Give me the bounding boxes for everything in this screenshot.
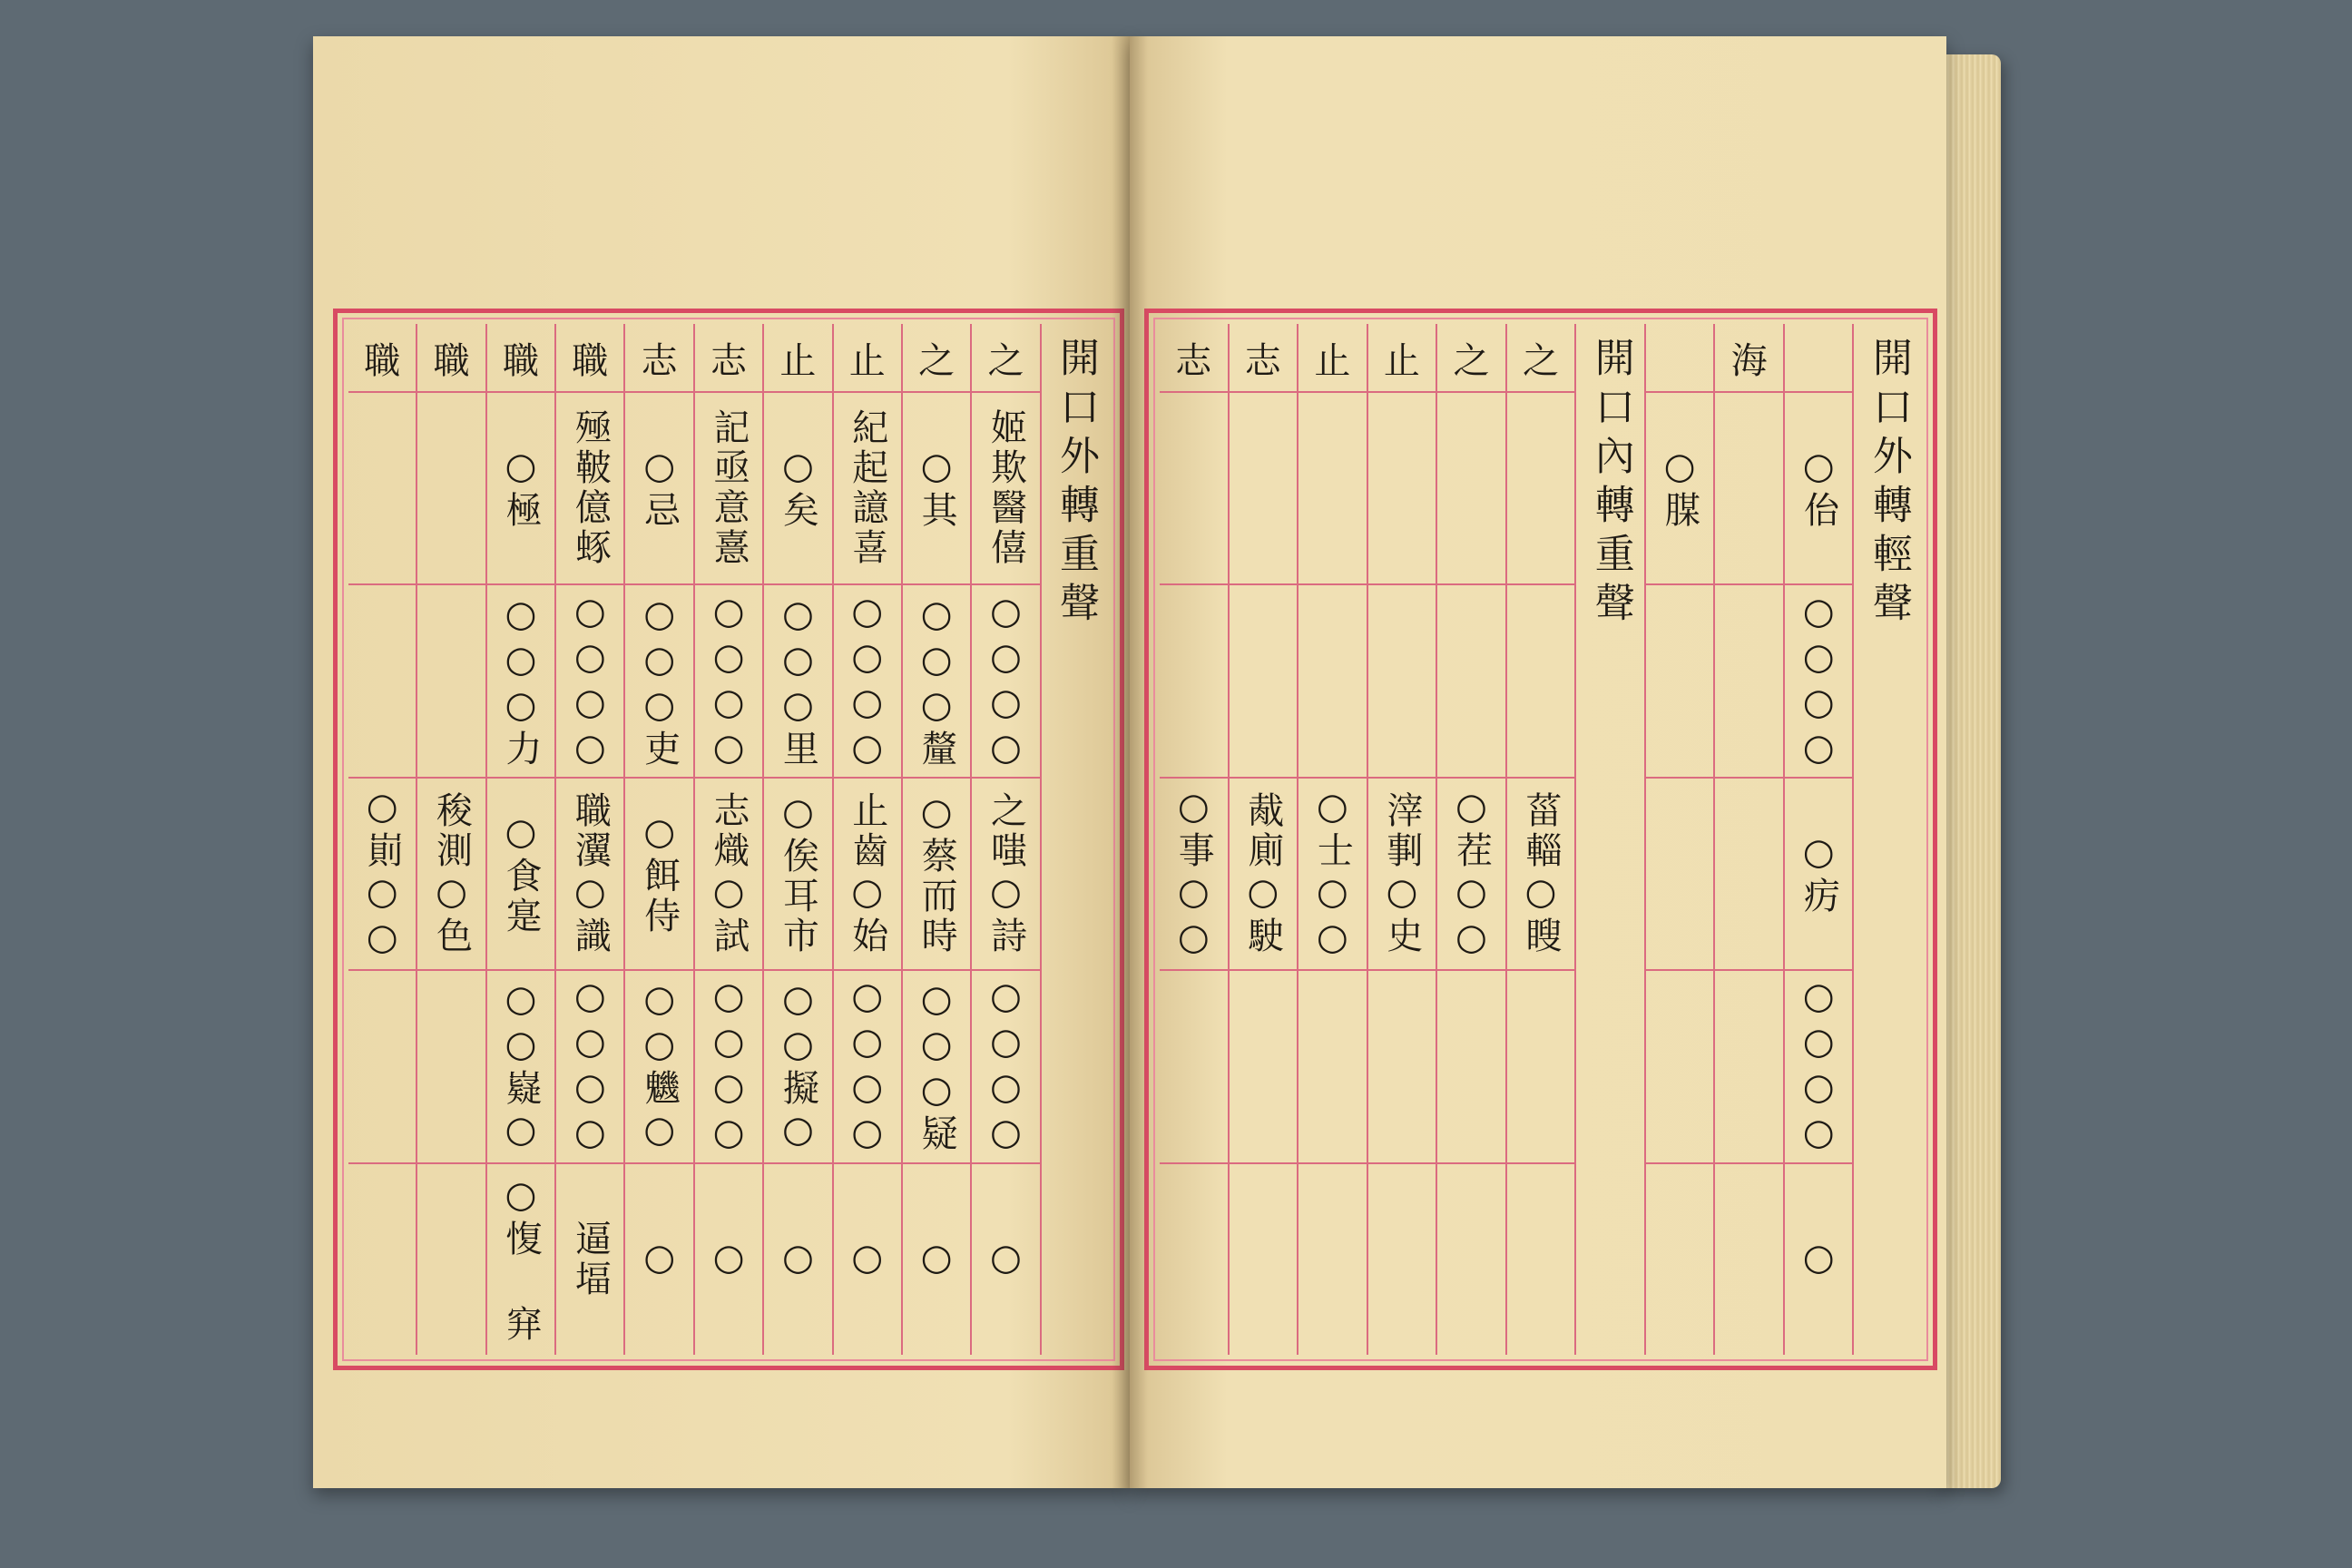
table-cell: ○事○○	[1160, 779, 1228, 971]
table-column	[1228, 324, 1298, 1355]
column-head: 之	[972, 324, 1039, 393]
column-head: 止	[1298, 324, 1367, 393]
column-head: 海	[1715, 324, 1783, 393]
right-table-columns	[1160, 324, 1922, 1355]
column-head: 志	[625, 324, 692, 393]
table-column	[1297, 324, 1367, 1355]
table-column	[623, 324, 692, 1355]
table-cell: ○極	[487, 393, 554, 585]
table-cell: ○○○○	[695, 585, 762, 778]
table-cell	[417, 971, 485, 1163]
section-title: 開口內轉重聲	[1587, 337, 1634, 631]
table-cell: 記亟意憙	[695, 393, 762, 585]
table-cell: ○愎 穽	[499, 1173, 542, 1345]
table-cell: ○腜	[1646, 393, 1714, 585]
page-edge-stack	[1937, 54, 2001, 1488]
table-cell: 菑輜○瞍	[1507, 779, 1575, 971]
table-column	[1367, 324, 1436, 1355]
table-cell	[1437, 971, 1505, 1163]
table-cell: ○茬○○	[1437, 779, 1505, 971]
table-column	[832, 324, 901, 1355]
table-cell	[1646, 585, 1714, 778]
table-column	[901, 324, 970, 1355]
table-cell: ○○○○	[556, 971, 623, 1163]
column-head: 止	[764, 324, 831, 393]
table-cell	[1160, 393, 1228, 585]
table-cell	[1298, 971, 1367, 1163]
table-cell	[348, 393, 416, 585]
table-column	[1852, 324, 1922, 1355]
table-cell	[1507, 1164, 1575, 1355]
column-head: 之	[903, 324, 970, 393]
table-cell: ○○○○	[695, 971, 762, 1163]
table-cell	[1715, 779, 1783, 971]
table-column	[416, 324, 485, 1355]
table-cell: ○○○○	[834, 971, 901, 1163]
table-cell: ○俟耳市	[764, 779, 831, 971]
table-cell: ○佁	[1785, 393, 1853, 585]
table-cell	[1646, 971, 1714, 1163]
table-cell: ○忌	[625, 393, 692, 585]
table-cell	[1507, 585, 1575, 778]
table-cell: ○	[638, 1236, 681, 1282]
table-cell: 止齒○始	[834, 779, 901, 971]
table-cell: ○○○里	[764, 585, 831, 778]
table-cell: ○○擬○	[764, 971, 831, 1163]
table-cell	[1507, 971, 1575, 1163]
table-cell: ○○○力	[487, 585, 554, 778]
table-column	[762, 324, 831, 1355]
column-head	[1785, 324, 1853, 393]
table-cell: 職瀷○識	[556, 779, 623, 971]
column-head: 之	[1507, 324, 1575, 393]
table-cell: ○○○○	[972, 585, 1039, 778]
table-cell	[348, 585, 416, 778]
table-cell	[1715, 393, 1783, 585]
table-cell: ○○○○	[972, 971, 1039, 1163]
table-cell	[1715, 971, 1783, 1163]
table-cell: 逼堛	[569, 1219, 612, 1299]
table-cell	[417, 585, 485, 778]
table-cell	[417, 1164, 485, 1355]
table-cell	[348, 971, 416, 1163]
column-head: 職	[556, 324, 623, 393]
table-cell	[1160, 971, 1228, 1163]
table-cell	[1298, 393, 1367, 585]
column-head: 職	[487, 324, 554, 393]
table-cell: 之嗤○詩	[972, 779, 1039, 971]
table-cell: 滓剚○史	[1368, 779, 1436, 971]
column-head: 志	[695, 324, 762, 393]
table-cell: ○	[916, 1236, 958, 1282]
table-column	[1040, 324, 1109, 1355]
table-column	[1505, 324, 1575, 1355]
table-cell: 志熾○試	[695, 779, 762, 971]
table-cell: ○	[708, 1236, 750, 1282]
column-head: 志	[1160, 324, 1228, 393]
table-cell: ○矣	[764, 393, 831, 585]
table-column	[970, 324, 1039, 1355]
table-cell: 紀起譩喜	[834, 393, 901, 585]
table-cell	[1230, 971, 1298, 1163]
column-head: 職	[417, 324, 485, 393]
table-column	[1713, 324, 1783, 1355]
table-cell	[1298, 1164, 1367, 1355]
table-cell	[1715, 1164, 1783, 1355]
table-column	[485, 324, 554, 1355]
table-cell: ○○○吏	[625, 585, 692, 778]
section-title: 開口外轉重聲	[1053, 337, 1100, 631]
table-cell	[1298, 585, 1367, 778]
table-cell	[1230, 1164, 1298, 1355]
table-cell: 殛鞁億䖶	[556, 393, 623, 585]
column-head: 志	[1230, 324, 1298, 393]
table-cell: ○	[846, 1236, 888, 1282]
column-head	[1646, 324, 1714, 393]
table-cell	[1437, 1164, 1505, 1355]
table-cell	[1646, 779, 1714, 971]
open-book	[313, 36, 1992, 1493]
table-cell	[417, 393, 485, 585]
column-head: 職	[348, 324, 416, 393]
table-cell	[348, 1164, 416, 1355]
table-cell: ○○○○	[1785, 971, 1853, 1163]
table-cell: ○○○疑	[903, 971, 970, 1163]
table-cell	[1160, 1164, 1228, 1355]
table-cell	[1368, 393, 1436, 585]
table-column	[1436, 324, 1505, 1355]
table-cell: ○食寔	[487, 779, 554, 971]
table-column	[1783, 324, 1853, 1355]
table-cell: ○士○○	[1298, 779, 1367, 971]
table-cell: ○○○○	[834, 585, 901, 778]
table-cell: 胾廁○駛	[1230, 779, 1298, 971]
table-cell: ○疠	[1785, 779, 1853, 971]
table-cell: ○○魕○	[625, 971, 692, 1163]
table-cell	[1368, 585, 1436, 778]
table-column	[554, 324, 623, 1355]
table-cell	[1368, 1164, 1436, 1355]
table-cell	[1437, 393, 1505, 585]
table-cell	[1646, 1164, 1714, 1355]
table-column	[693, 324, 762, 1355]
right-table-frame	[1144, 309, 1937, 1370]
table-cell: ○其	[903, 393, 970, 585]
table-column	[1574, 324, 1644, 1355]
table-cell: ○	[777, 1236, 819, 1282]
column-head: 止	[1368, 324, 1436, 393]
left-table-frame	[333, 309, 1124, 1370]
table-cell: ○○嶷○	[487, 971, 554, 1163]
table-column	[1644, 324, 1714, 1355]
column-head: 之	[1437, 324, 1505, 393]
section-title: 開口外轉輕聲	[1865, 337, 1912, 631]
table-cell: ○崱○○	[348, 779, 416, 971]
table-cell	[1507, 393, 1575, 585]
table-cell: ○○○○	[556, 585, 623, 778]
table-cell: 稄測○色	[417, 779, 485, 971]
table-cell: 姬欺醫僖	[972, 393, 1039, 585]
book-gutter	[1112, 36, 1148, 1488]
table-cell	[1437, 585, 1505, 778]
table-cell	[1368, 971, 1436, 1163]
table-column	[1160, 324, 1228, 1355]
left-table-columns	[348, 324, 1109, 1355]
table-cell	[1230, 585, 1298, 778]
left-page	[313, 36, 1130, 1488]
table-cell	[1160, 585, 1228, 778]
column-head: 止	[834, 324, 901, 393]
table-cell: ○蔡而時	[903, 779, 970, 971]
table-cell	[1230, 393, 1298, 585]
table-column	[348, 324, 416, 1355]
table-cell	[1715, 585, 1783, 778]
table-cell: ○	[985, 1236, 1027, 1282]
right-page	[1130, 36, 1946, 1488]
table-cell: ○	[1798, 1236, 1840, 1282]
table-cell: ○餌侍	[625, 779, 692, 971]
table-cell: ○○○○	[1785, 585, 1853, 778]
table-cell: ○○○釐	[903, 585, 970, 778]
